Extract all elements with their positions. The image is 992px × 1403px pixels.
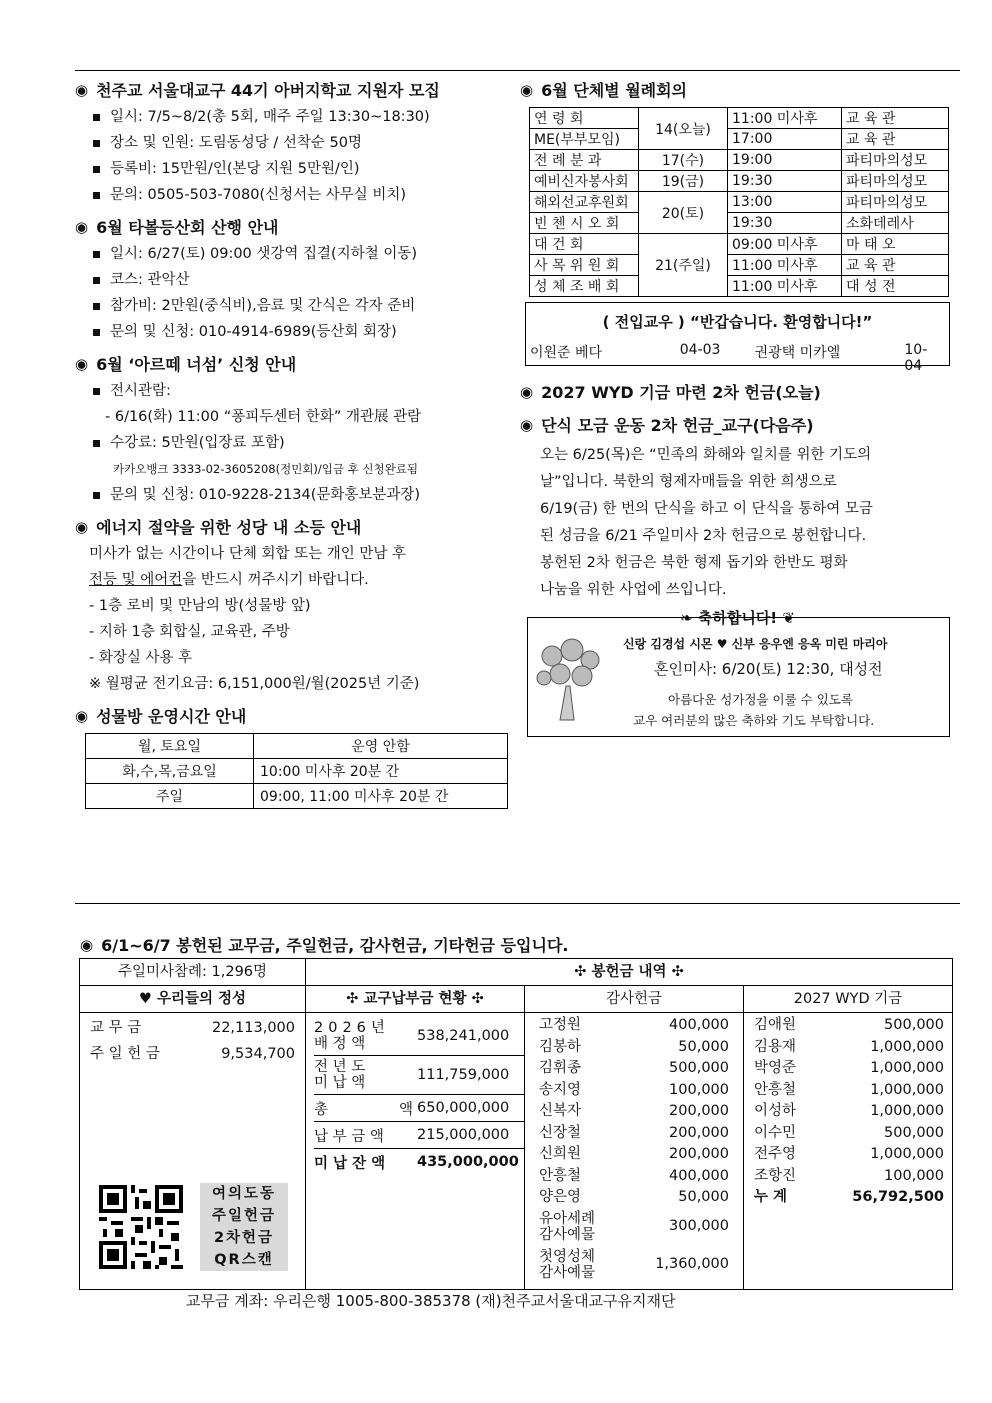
list-item: 장소 및 인원: 도림동성당 / 선착순 50명 — [93, 133, 515, 153]
table-row: 예비신자봉사회 19(금) 19:30 파티마의성모 — [530, 171, 949, 192]
list-item: 문의 및 신청: 010-4914-6989(등산회 회장) — [93, 322, 515, 342]
thanks-row: 신장철 200,000 — [539, 1124, 729, 1141]
section-energy-title: ◉ 에너지 절약을 위한 성당 내 소등 안내 — [75, 517, 362, 537]
bouquet-icon — [530, 634, 608, 724]
meetings-table — [529, 107, 949, 297]
wyd-column — [744, 986, 952, 1289]
table-row: 성 체 조 배 회 11:00 미사후 대 성 전 — [530, 276, 949, 297]
right-column — [520, 78, 955, 297]
bank-account-note: 카카오뱅크 3333-02-3605208(정민회)/입금 후 신청완료됨 — [113, 462, 418, 476]
wyd-header: 2027 WYD 기금 — [744, 986, 952, 1013]
ours-row: 주 일 헌 금 9,534,700 — [90, 1046, 295, 1062]
thanks-row: 고정원 400,000 — [539, 1017, 729, 1033]
thanks-header: 감사헌금 — [525, 986, 743, 1013]
list-item: 참가비: 2만원(중식비),음료 및 간식은 각자 준비 — [93, 296, 515, 316]
ornament-icon: ❧ — [680, 609, 698, 627]
levy-row: 미 납 잔 액 435,000,000 — [314, 1154, 519, 1172]
circle-bullet-icon: ◉ — [75, 706, 89, 725]
qr-code-icon[interactable] — [95, 1181, 187, 1273]
couple-names: 신랑 김경섭 시몬 ♥ 신부 응우엔 응옥 미린 마리아 — [623, 637, 888, 651]
square-bullet-icon — [93, 166, 100, 173]
levy-row: 납 부 금 액 215,000,000 — [314, 1122, 524, 1149]
list-item: 전시관람: — [93, 381, 515, 401]
circle-bullet-icon: ◉ — [520, 415, 534, 434]
welcome-box — [525, 302, 950, 374]
square-bullet-icon — [93, 329, 100, 336]
circle-bullet-icon: ◉ — [75, 217, 89, 236]
square-bullet-icon — [93, 388, 100, 395]
levy-column — [306, 986, 525, 1289]
section-meetings-title: ◉ 6월 단체별 월례회의 — [520, 80, 688, 100]
wyd-row: 전주영 1,000,000 — [754, 1146, 944, 1162]
section-wyd-title: ◉ 2027 WYD 기금 마련 2차 헌금(오늘) — [520, 382, 821, 402]
energy-text: 전등 및 에어컨을 반드시 꺼주시기 바랍니다. — [89, 572, 369, 588]
circle-bullet-icon: ◉ — [75, 517, 89, 536]
square-bullet-icon — [93, 303, 100, 310]
thanks-row: 유아세례 감사예물 300,000 — [539, 1210, 729, 1243]
wyd-row: 이수민 500,000 — [754, 1124, 944, 1141]
top-rule — [75, 70, 960, 71]
wish-line: 교우 여러분의 많은 축하와 기도 부탁합니다. — [633, 713, 875, 728]
square-bullet-icon — [93, 192, 100, 199]
offering-section-title: ◉ 6/1~6/7 봉헌된 교무금, 주일헌금, 감사헌금, 기타헌금 등입니다. — [80, 935, 569, 955]
thanks-row: 김휘종 500,000 — [539, 1060, 729, 1076]
ornament-icon: ❦ — [777, 609, 795, 627]
list-item: 문의 및 신청: 010-9228-2134(문화홍보분과장) — [93, 485, 515, 505]
table-row: 전 례 분 과 17(수) 19:00 파티마의성모 — [530, 150, 949, 171]
table-row: 연 령 회 14(오늘) 11:00 미사후 교 육 관 — [530, 108, 949, 129]
levy-row: 2026년 배 정 액 538,241,000 — [314, 1017, 524, 1056]
energy-note: ※ 월평균 전기요금: 6,151,000원/월(2025년 기준) — [89, 676, 420, 692]
levy-row: 전 년 도 미 납 액 111,759,000 — [314, 1056, 524, 1095]
levy-row: 총 액 650,000,000 — [314, 1095, 524, 1122]
table-row: 사 목 위 원 회 11:00 미사후 교 육 관 — [530, 255, 949, 276]
square-bullet-icon — [93, 277, 100, 284]
attendance: 주일미사참례: 1,296명 — [80, 959, 306, 986]
wyd-total-row: 누 계 56,792,500 — [754, 1189, 944, 1205]
list-subitem: - 6/16(화) 11:00 “퐁피두센터 한화” 개관展 관람 — [105, 409, 422, 425]
wyd-row: 조항진 100,000 — [754, 1167, 944, 1184]
shop-hours-table — [85, 733, 508, 809]
offering-header: ✣ 봉헌금 내역 ✣ — [306, 959, 952, 986]
square-bullet-icon — [93, 114, 100, 121]
list-item: 일시: 6/27(토) 09:00 샛강역 집결(지하철 이동) — [93, 244, 515, 264]
table-row: 대 건 회 21(주일) 09:00 미사후 마 태 오 — [530, 234, 949, 255]
welcome-row: 이원준 베다 04-03 권광택 미카엘 10-04 — [530, 342, 928, 374]
wyd-row: 이성하 1,000,000 — [754, 1103, 944, 1119]
square-bullet-icon — [93, 440, 100, 447]
account-info: 교무금 계좌: 우리은행 1005-800-385378 (재)천주교서울대교구유지재단 — [186, 1292, 676, 1310]
table-row: ME(부부모임) 17:00 교 육 관 — [530, 129, 949, 150]
list-item: 등록비: 15만원/인(본당 지원 5만원/인) — [93, 159, 515, 179]
energy-text: - 1층 로비 및 만남의 방(성물방 앞) — [89, 598, 311, 614]
table-row: 빈 첸 시 오 회 19:30 소화데레사 — [530, 213, 949, 234]
energy-text: - 지하 1층 회합실, 교육관, 주방 — [89, 624, 290, 640]
thanks-column — [525, 986, 744, 1289]
wyd-row: 안흥철 1,000,000 — [754, 1081, 944, 1098]
table-row: 해외선교후원회 20(토) 13:00 파티마의성모 — [530, 192, 949, 213]
ours-header: ♥ 우리들의 정성 — [80, 986, 305, 1013]
thanks-row: 김봉하 50,000 — [539, 1038, 729, 1055]
square-bullet-icon — [93, 492, 100, 499]
wyd-row: 박영준 1,000,000 — [754, 1060, 944, 1076]
thanks-row: 안흥철 400,000 — [539, 1167, 729, 1184]
levy-header: ✣ 교구납부금 현황 ✣ — [306, 986, 524, 1013]
ours-row: 교 무 금 22,113,000 — [90, 1020, 295, 1036]
congrats-heading: ❧ 축하합니다! ❦ — [527, 607, 948, 628]
qr-caption: 여의도동 주일헌금 2차헌금 QR스캔 — [200, 1183, 288, 1271]
left-column — [75, 78, 515, 809]
section-hiking-title: ◉ 6월 타볼등산회 산행 안내 — [75, 217, 279, 237]
list-item: 수강료: 5만원(입장료 포함) — [93, 433, 515, 453]
congrats-box — [527, 617, 950, 737]
list-item: 문의: 0505-503-7080(신청서는 사무실 비치) — [93, 185, 515, 205]
section-shop-title: ◉ 성물방 운영시간 안내 — [75, 706, 247, 726]
square-bullet-icon — [93, 140, 100, 147]
circle-bullet-icon: ◉ — [75, 80, 89, 99]
wedding-info: 혼인미사: 6/20(토) 12:30, 대성전 — [654, 660, 883, 678]
ours-column — [80, 986, 306, 1289]
list-item: 코스: 관악산 — [93, 270, 515, 290]
section-arte-title: ◉ 6월 ‘아르떼 너섬’ 신청 안내 — [75, 354, 297, 374]
square-bullet-icon — [93, 251, 100, 258]
section-fasting-title: ◉ 단식 모금 운동 2차 헌금_교구(다음주) — [520, 415, 814, 435]
energy-text: 미사가 없는 시간이나 단체 회합 또는 개인 만남 후 — [89, 546, 407, 562]
list-item: 일시: 7/5~8/2(총 5회, 매주 주일 13:30~18:30) — [93, 107, 515, 127]
wyd-row: 김애원 500,000 — [754, 1017, 944, 1033]
thanks-row: 첫영성체 감사예물 1,360,000 — [539, 1248, 729, 1281]
underlined-text: 전등 및 에어컨 — [89, 572, 183, 588]
circle-bullet-icon: ◉ — [80, 935, 94, 954]
thanks-row: 양은영 50,000 — [539, 1189, 729, 1205]
circle-bullet-icon: ◉ — [520, 382, 534, 401]
thanks-row: 송지영 100,000 — [539, 1081, 729, 1098]
energy-text: - 화장실 사용 후 — [89, 650, 193, 666]
welcome-title: ( 전입교우 ) “반갑습니다. 환영합니다!” — [602, 313, 873, 331]
bottom-rule — [75, 903, 960, 904]
wyd-row: 김용재 1,000,000 — [754, 1038, 944, 1055]
wish-line: 아름다운 성가정을 이룰 수 있도록 — [668, 692, 853, 707]
circle-bullet-icon: ◉ — [520, 80, 534, 99]
thanks-row: 신복자 200,000 — [539, 1103, 729, 1119]
table-row: 화,수,목,금요일 10:00 미사후 20분 간 — [86, 759, 508, 784]
section-father-school-title: ◉ 천주교 서울대교구 44기 아버지학교 지원자 모집 — [75, 80, 440, 100]
right-column-lower — [520, 380, 955, 604]
offering-frame — [79, 958, 953, 1290]
table-row: 주일 09:00, 11:00 미사후 20분 간 — [86, 784, 508, 809]
table-row: 월, 토요일 운영 안함 — [86, 734, 508, 759]
circle-bullet-icon: ◉ — [75, 354, 89, 373]
fasting-text: 오는 6/25(목)은 “민족의 화해와 일치를 위한 기도의 날”입니다. 북한의 형제자매들을 위한 희생으로 6/19(금) 한 번의 단식을 하고 이 단식을 통하여 모금 된 성금을 6/21 주일미사 2차 헌금으로 봉헌합니다. 봉헌된 2차 헌금은 북한 형제 돕기와 한반도 평화 나눔을 위한 사업에 쓰입니다. — [540, 447, 873, 598]
heart-icon: ♥ — [716, 637, 728, 651]
thanks-row: 신희원 200,000 — [539, 1146, 729, 1162]
